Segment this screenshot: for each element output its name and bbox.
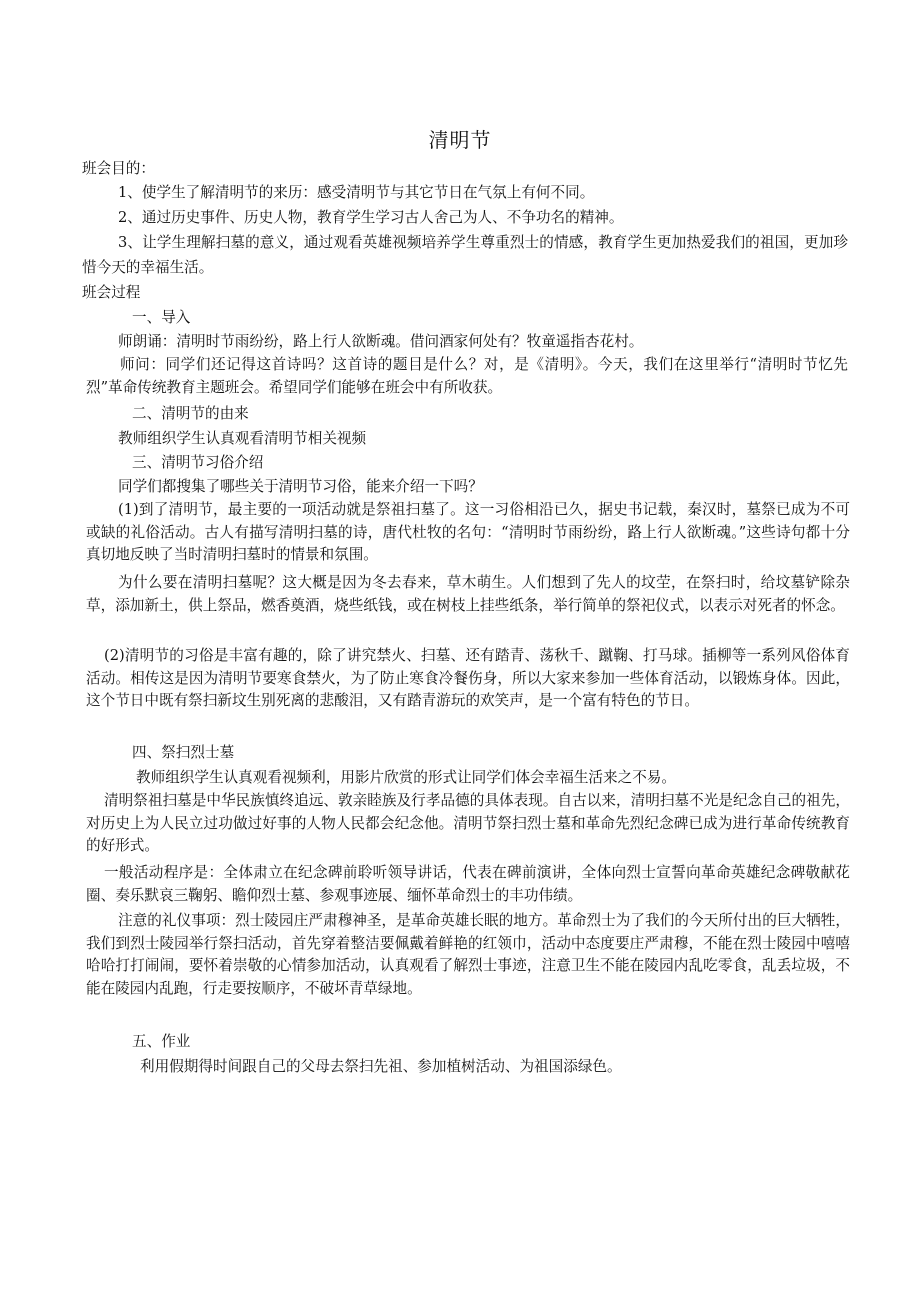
- section-3-heading: 三、清明节习俗介绍: [132, 454, 264, 471]
- section-2-paragraph-1: 教师组织学生认真观看清明节相关视频: [118, 430, 367, 447]
- objective-item-1: 1、使学生了解清明节的来历：感受清明节与其它节日在气氛上有何不同。: [118, 184, 595, 201]
- page-title: 清明节: [428, 128, 492, 152]
- section-2-heading: 二、清明节的由来: [132, 405, 249, 422]
- objective-item-3: 3、让学生理解扫墓的意义，通过观看英雄视频培养学生尊重烈士的情感，教育学生更加热爱我们的祖国，更加珍惜今天的幸福生活。: [82, 234, 848, 276]
- section-4-paragraph-2: 清明祭祖扫墓是中华民族慎终追远、敦亲睦族及行孝品德的具体表现。自古以来，清明扫墓不光是纪念自己的祖先，对历史上为人民立过功做过好事的人物人民都会纪念他。清明节祭扫烈士墓和革命先烈纪念碑已成为进行革命传统教育的好形式。: [86, 792, 850, 854]
- section-3-paragraph-4: (2)清明节的习俗是丰富有趣的，除了讲究禁火、扫墓、还有踏青、荡秋千、蹴鞠、打马球。插柳等一系列风俗体育活动。相传这是因为清明节要寒食禁火，为了防止寒食冷餐伤身，所以大家来参加一些体育活动，以锻炼身体。因此，这个节日中既有祭扫新坟生别死离的悲酸泪，又有踏青游玩的欢笑声，是一个富有特色的节日。: [86, 647, 850, 709]
- section-5-heading: 五、作业: [132, 1033, 191, 1050]
- section-4-heading: 四、祭扫烈士墓: [132, 744, 235, 761]
- process-heading: 班会过程: [82, 284, 141, 301]
- section-1-paragraph-1: 师朗诵：清明时节雨纷纷，路上行人欲断魂。借问酒家何处有？牧童遥指杏花村。: [118, 333, 644, 350]
- section-1-heading: 一、导入: [132, 309, 191, 326]
- section-4-paragraph-3: 一般活动程序是：全体肃立在纪念碑前聆听领导讲话，代表在碑前演讲，全体向烈士宣誓向革命英雄纪念碑敬献花圈、奏乐默哀三鞠躬、瞻仰烈士墓、参观事迹展、缅怀革命烈士的丰功伟绩。: [86, 864, 850, 904]
- section-3-paragraph-2: (1)到了清明节，最主要的一项活动就是祭祖扫墓了。这一习俗相沿已久，据史书记载，秦汉时，墓祭已成为不可或缺的礼俗活动。古人有描写清明扫墓的诗，唐代杜牧的名句：“清明时节雨纷纷，路上行人欲断魂。”这些诗句都十分真切地反映了当时清明扫墓时的情景和氛围。: [86, 501, 850, 563]
- section-3-paragraph-3: 为什么要在清明扫墓呢？这大概是因为冬去春来，草木萌生。人们想到了先人的坟茔，在祭扫时，给坟墓铲除杂草，添加新土，供上祭品，燃香奠酒，烧些纸钱，或在树枝上挂些纸条，举行简单的祭祀仪式，以表示对死者的怀念。: [86, 574, 850, 614]
- objective-item-2: 2、通过历史事件、历史人物，教育学生学习古人舍己为人、不争功名的精神。: [118, 209, 624, 226]
- objectives-heading: 班会目的：: [82, 160, 155, 177]
- section-5-paragraph-1: 利用假期得时间跟自己的父母去祭扫先祖、参加植树活动、为祖国添绿色。: [140, 1058, 622, 1075]
- section-3-paragraph-1: 同学们都搜集了哪些关于清明节习俗，能来介绍一下吗？: [118, 478, 483, 495]
- section-1-paragraph-2: 师问：同学们还记得这首诗吗？这首诗的题目是什么？对，是《清明》。今天，我们在这里举行“清明时节忆先烈”革命传统教育主题班会。希望同学们能够在班会中有所收获。: [86, 356, 848, 396]
- section-4-paragraph-4: 注意的礼仪事项：烈士陵园庄严肃穆神圣，是革命英雄长眠的地方。革命烈士为了我们的今天所付出的巨大牺牲，我们到烈士陵园举行祭扫活动，首先穿着整洁要佩戴着鲜艳的红领巾，活动中态度要庄严肃穆，不能在烈士陵园中嘻嘻哈哈打打闹闹，要怀着崇敬的心情参加活动，认真观看了解烈士事迹，注意卫生不能在陵园内乱吃零食，乱丢垃圾，不能在陵园内乱跑，行走要按顺序，不破坏青草绿地。: [86, 912, 850, 997]
- section-4-paragraph-1: 教师组织学生认真观看视频利，用影片欣赏的形式让同学们体会幸福生活来之不易。: [136, 769, 676, 786]
